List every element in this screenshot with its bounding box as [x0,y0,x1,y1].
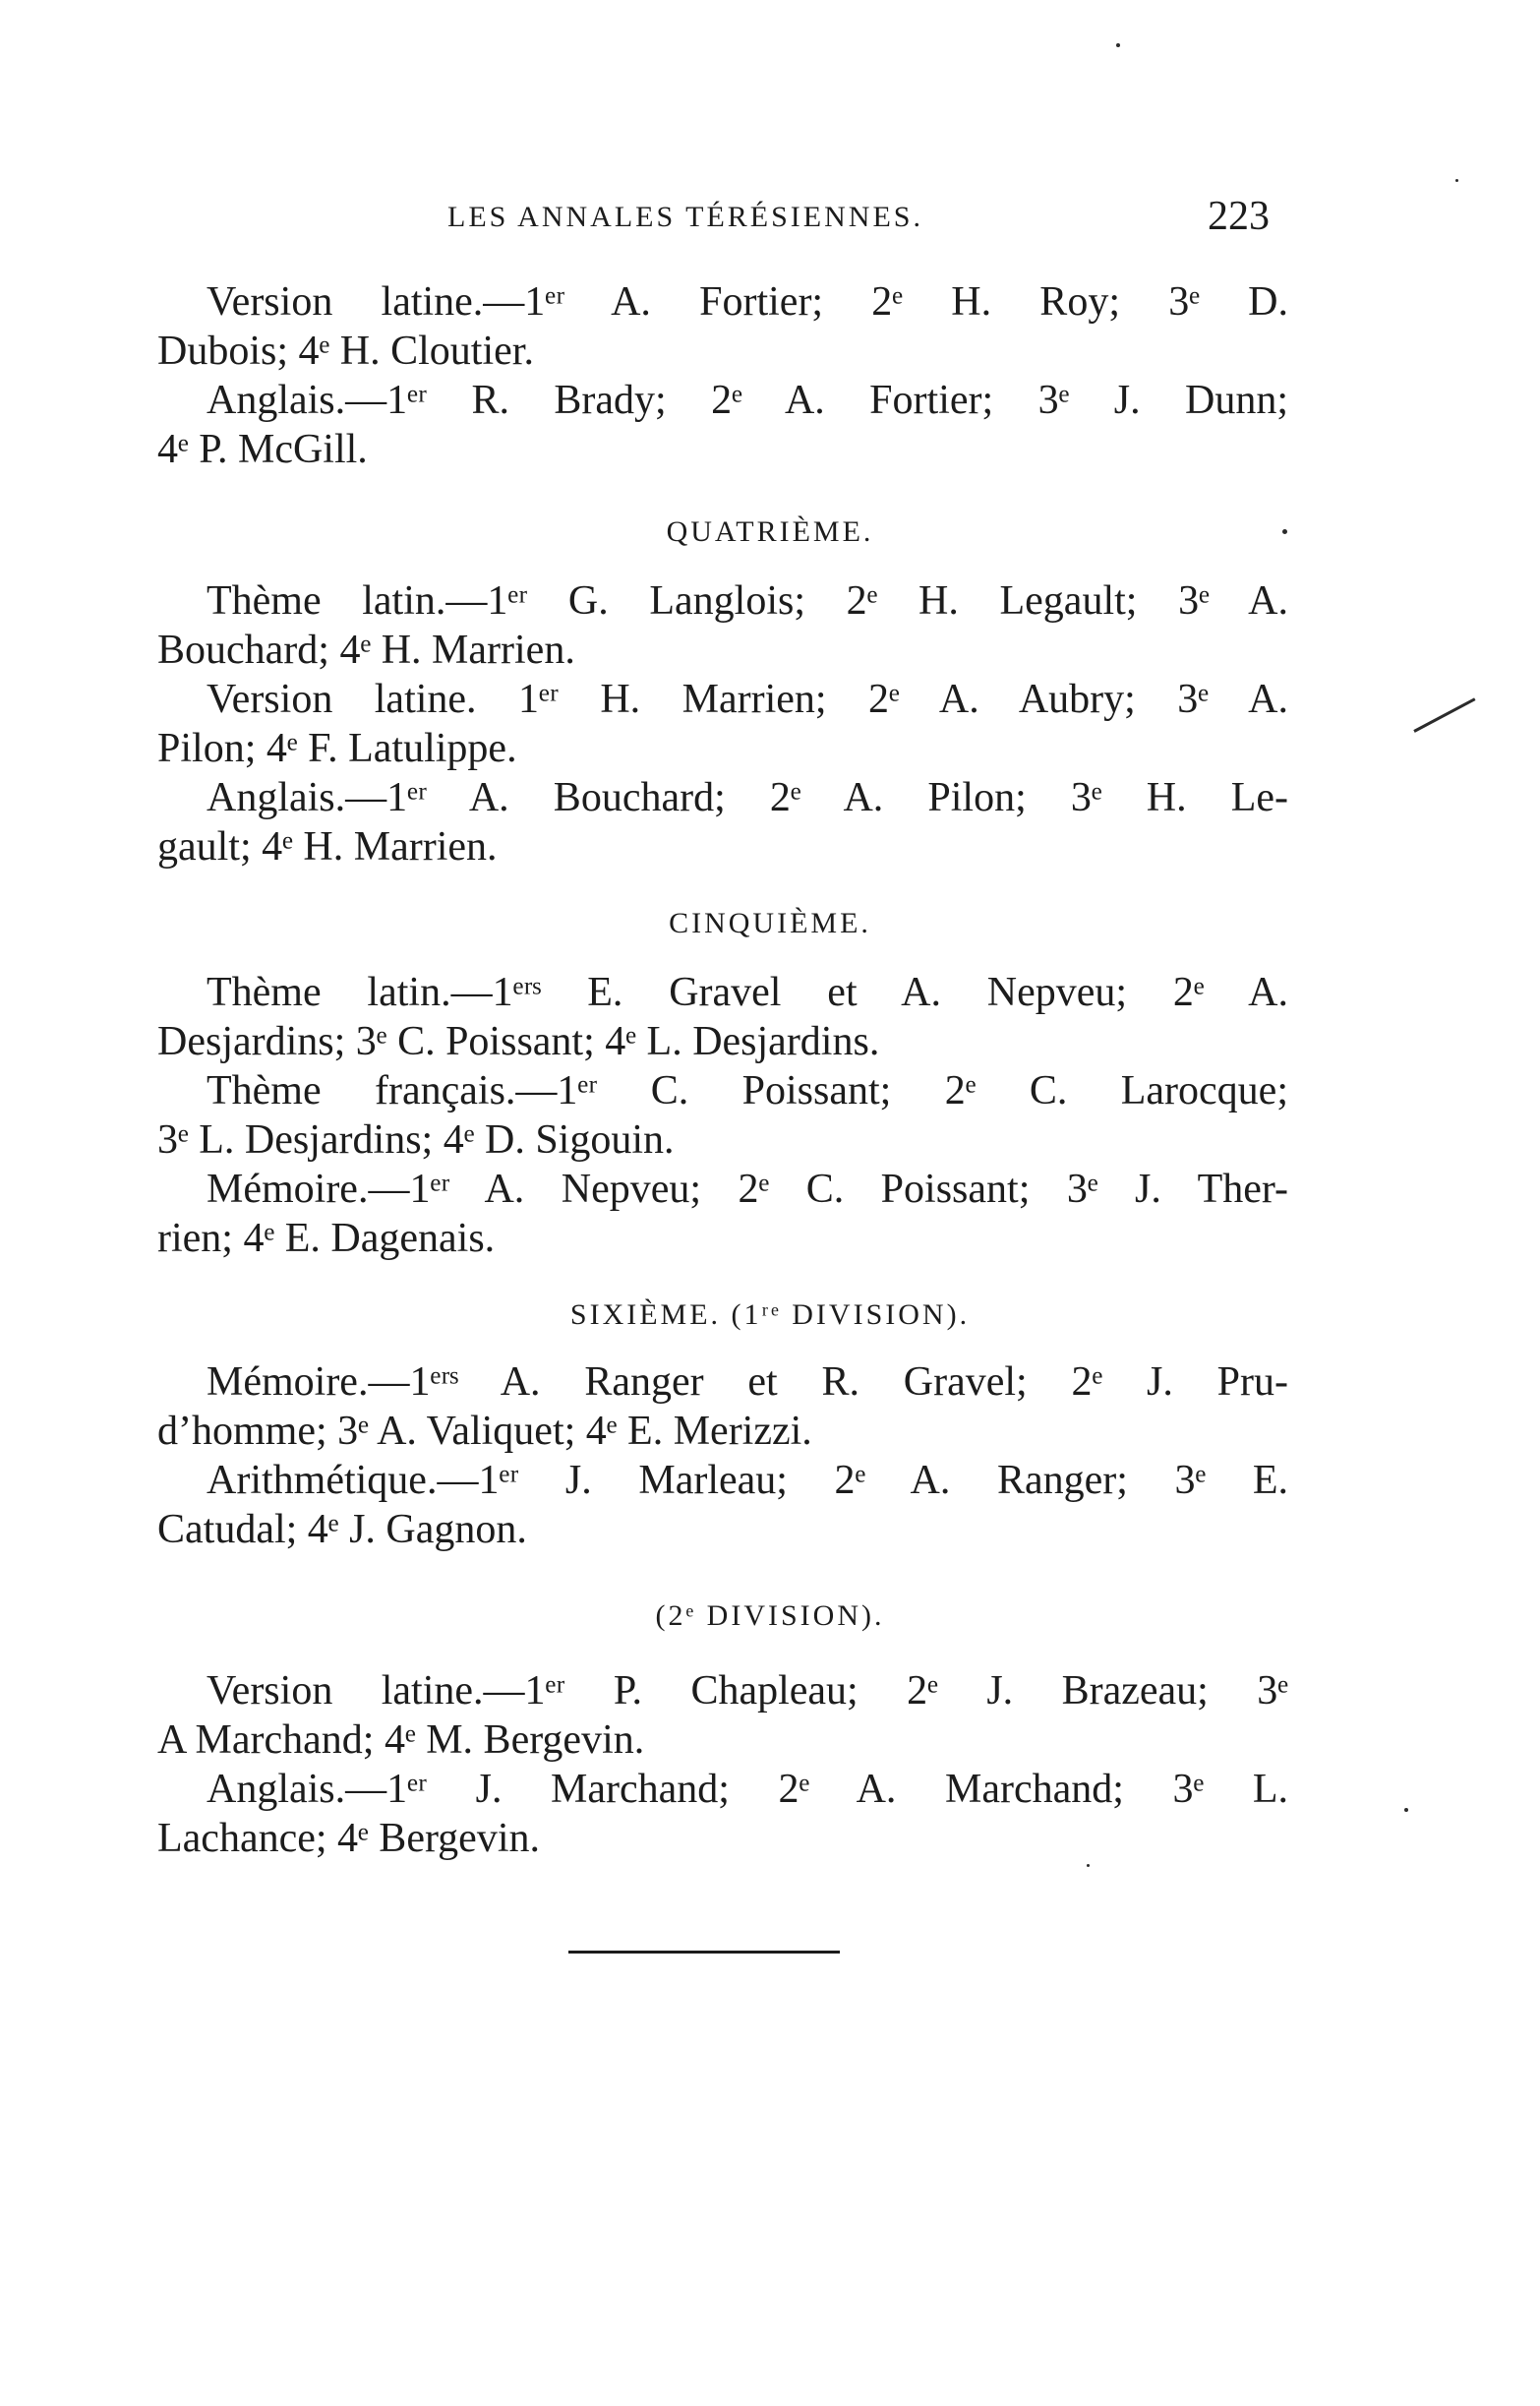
section-entries-quatrieme [157,576,1288,872]
text-line: Anglais.—1ᵉʳ R. Brady; 2ᵉ A. Fortier; 3ᵉ J. Dunn; [207,378,1288,423]
scan-speck [1087,1864,1090,1867]
page-number: 223 [1208,194,1270,239]
text-line: d’homme; 3ᵉ A. Valiquet; 4ᵉ E. Merizzi. [157,1409,812,1454]
text-line: Bouchard; 4ᵉ H. Marrien. [157,628,575,673]
text-line: Pilon; 4ᵉ F. Latulippe. [157,726,517,771]
text-line: 4ᵉ P. McGill. [157,427,368,472]
text-line: Thème français.—1ᵉʳ C. Poissant; 2ᵉ C. Larocque; [207,1068,1288,1113]
continuation-entries [157,277,1288,474]
text-line: Desjardins; 3ᵉ C. Poissant; 4ᵉ L. Desjardins. [157,1019,880,1064]
text-line: Version latine.—1ᵉʳ P. Chapleau; 2ᵉ J. Brazeau; 3ᵉ [207,1668,1288,1714]
scan-speck [1282,529,1287,534]
text-line: 3ᵉ L. Desjardins; 4ᵉ D. Sigouin. [157,1117,675,1163]
text-line: A Marchand; 4ᵉ M. Bergevin. [157,1717,645,1763]
text-line: Anglais.—1ᵉʳ J. Marchand; 2ᵉ A. Marchand; 3ᵉ L. [207,1767,1288,1812]
scan-speck [1116,43,1120,47]
section-heading-sixieme-1re-division: SIXIÈME. (1ʳᵉ DIVISION). [569,1298,971,1331]
section-entries-sixieme-1re-division [157,1357,1288,1554]
section-heading-2e-division: (2ᵉ DIVISION). [655,1599,885,1632]
section-entries-2e-division [157,1666,1288,1863]
text-line: Mémoire.—1ᵉʳˢ A. Ranger et R. Gravel; 2ᵉ J. Pru- [207,1359,1288,1405]
text-line: Anglais.—1ᵉʳ A. Bouchard; 2ᵉ A. Pilon; 3ᵉ H. Le- [207,775,1288,820]
text-line: Version latine. 1ᵉʳ H. Marrien; 2ᵉ A. Aubry; 3ᵉ A. [207,677,1288,722]
text-line: Mémoire.—1ᵉʳ A. Nepveu; 2ᵉ C. Poissant; 3ᵉ J. Ther- [207,1167,1288,1212]
running-header: LES ANNALES TÉRÉSIENNES. [447,201,923,233]
section-heading-cinquieme: CINQUIÈME. [669,907,871,939]
text-line: Lachance; 4ᵉ Bergevin. [157,1816,540,1861]
scan-speck [1455,179,1458,182]
section-heading-quatrieme: QUATRIÈME. [666,515,874,548]
closing-rule [568,1951,840,1954]
text-line: Catudal; 4ᵉ J. Gagnon. [157,1507,527,1552]
text-line: Dubois; 4ᵉ H. Cloutier. [157,329,534,374]
scan-speck [1404,1808,1408,1812]
section-entries-cinquieme [157,968,1288,1263]
text-line: Arithmétique.—1ᵉʳ J. Marleau; 2ᵉ A. Ranger; 3ᵉ E. [207,1458,1288,1503]
text-line: Version latine.—1ᵉʳ A. Fortier; 2ᵉ H. Roy; 3ᵉ D. [207,279,1288,325]
text-line: Thème latin.—1ᵉʳˢ E. Gravel et A. Nepveu; 2ᵉ A. [207,970,1288,1015]
text-line: Thème latin.—1ᵉʳ G. Langlois; 2ᵉ H. Legault; 3ᵉ A. [207,578,1288,624]
margin-pen-stroke [1413,697,1475,733]
text-line: rien; 4ᵉ E. Dagenais. [157,1216,496,1261]
text-line: gault; 4ᵉ H. Marrien. [157,824,498,870]
